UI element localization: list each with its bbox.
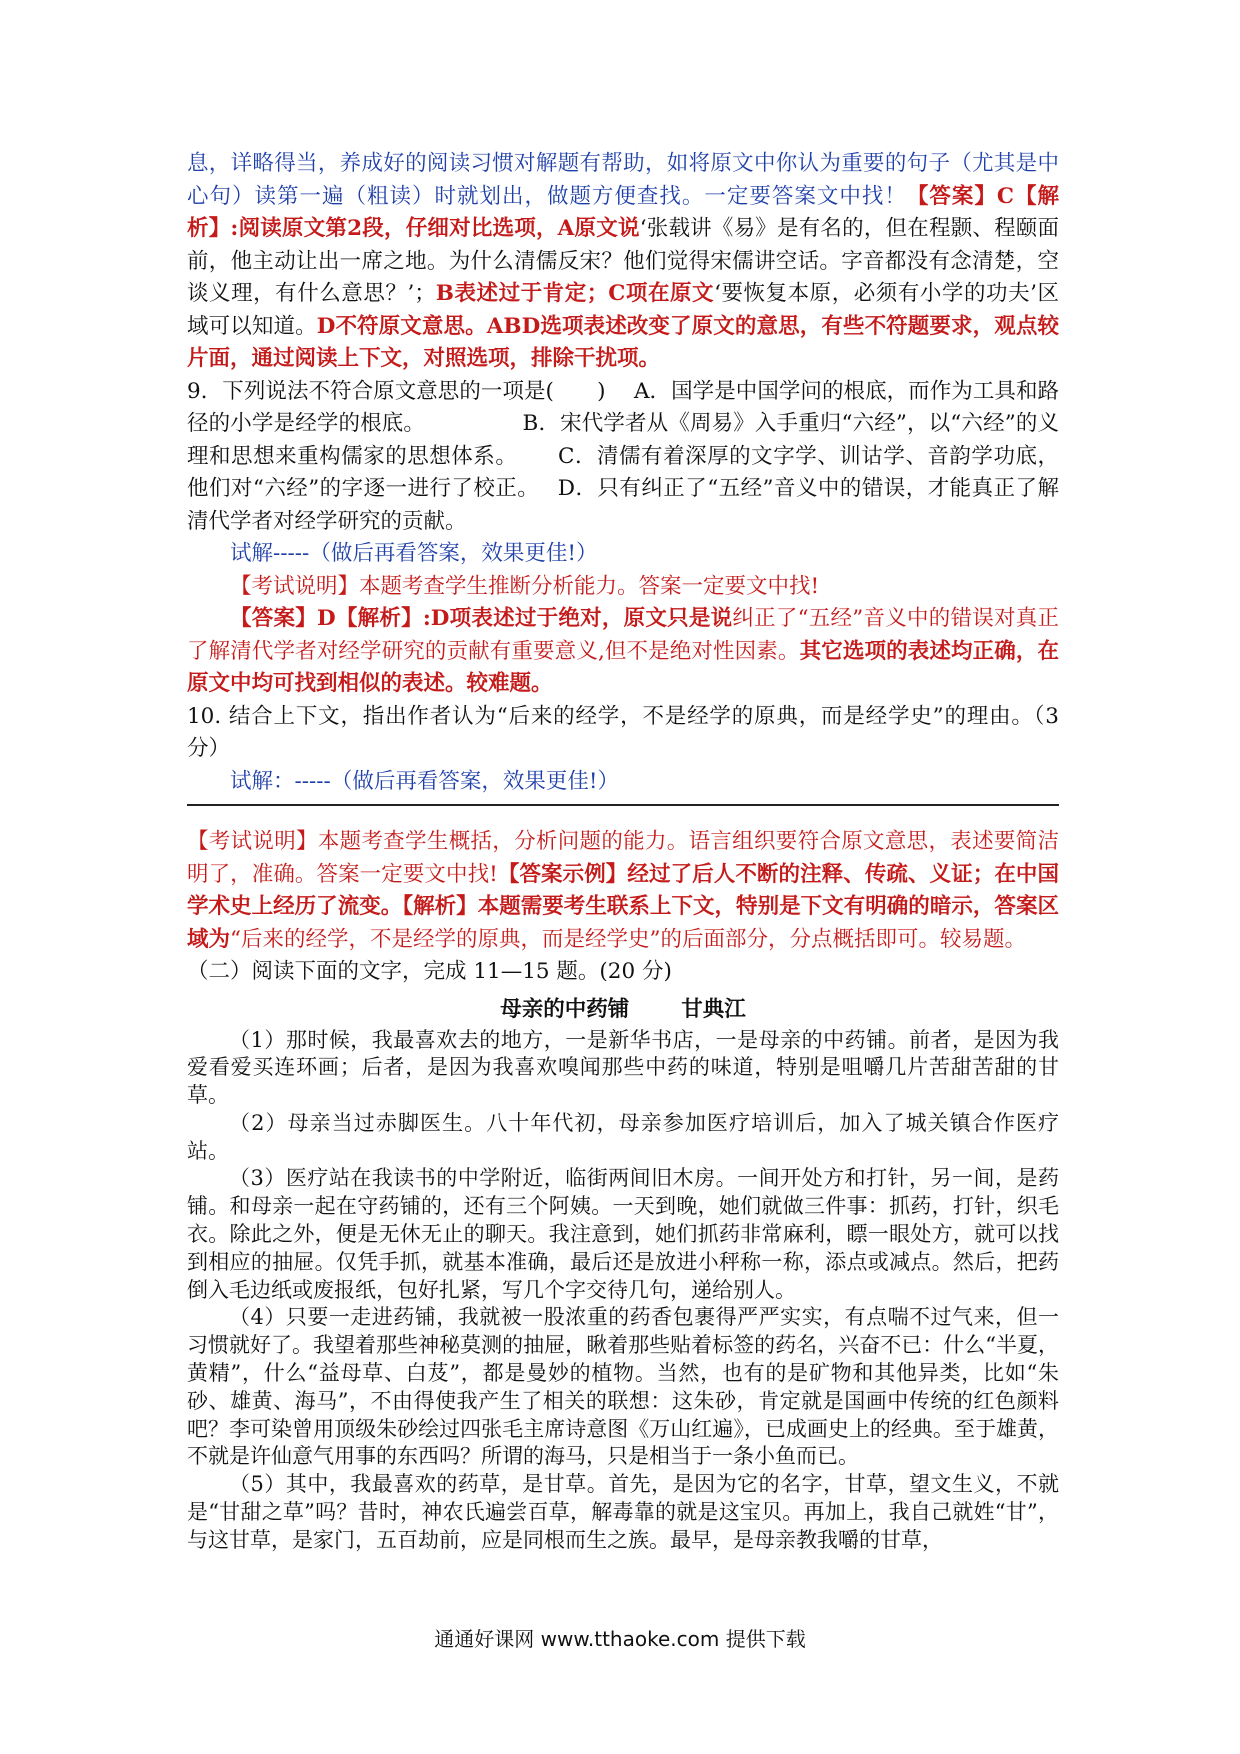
analysis-text: B表述过于肯定；C项在原文 (435, 281, 715, 306)
analysis-text: 其它选项的表述均正确，在原文中均可找到相似的表述。较难题。 (187, 638, 1059, 696)
try-prompt-q9: 试解-----（做后再看答案，效果更佳!） (230, 541, 598, 566)
sample-answer-text: 经过了后人不断的注释、传疏、义证；在中国学术史上经历了流变。 (187, 861, 1059, 919)
analysis-text: 纠正了“五经”音义中的错误对真正了解清代学者对经学研究的贡献有重要意义,但不是绝对性因素。 (187, 606, 1059, 664)
divider (187, 804, 1059, 806)
section-heading: （二）阅读下面的文字，完成 11—15 题。(20 分) (187, 959, 672, 984)
essay-paragraph: （1）那时候，我最喜欢去的地方，一是新华书店，一是母亲的中药铺。前者，是因为我爱看爱买连环画；后者，是因为我喜欢嗅闻那些中药的味道，特别是咀嚼几片苦甜苦甜的甘草。 (187, 1027, 1059, 1108)
page-footer: 通通好课网 www.tthaoke.com 提供下载 (434, 1627, 806, 1651)
answer-block-q9 (187, 603, 1059, 701)
analysis-text: 本题需要考生联系上下文，特别是下文有明确的暗示，答案区域为 (187, 894, 1059, 952)
exam-note-q9: 【考试说明】本题考查学生推断分析能力。答案一定要文中找! (230, 573, 820, 599)
sample-answer-tag: 【答案示例】 (497, 861, 628, 887)
analysis-text: “后来的经学，不是经学的原典，而是经学史”的后面部分，分点概括即可。较易题。 (230, 926, 1027, 952)
analysis-text: 阅读原文第2段，仔细对比选项，A原文说 (238, 216, 640, 241)
essay-paragraph: （4）只要一走进药铺，我就被一股浓重的药香包裹得严严实实，有点喘不过气来，但一习惯就好了。我望着那些神秘莫测的抽屉，瞅着那些贴着标签的药名，兴奋不已：什么“半夏，黄精”，什么“益母草、白芨”，都是曼妙的植物。当然，也有的是矿物和其他异类，比如“朱砂、雄黄、海马”，不由得使我产生了相关的联想：这朱砂，肯定就是国画中传统的红色颜料吧？李可染曾用顶级朱砂绘过四张毛主席诗意图《万山红遍》，已成画史上的经典。至于雄黄，不就是许仙意气用事的东西吗？所谓的海马，只是相当于一条小鱼而已。 (187, 1305, 1059, 1469)
document-page (187, 148, 1059, 1555)
essay-author: 甘典江 (681, 996, 746, 1022)
analysis-text: D项表述过于绝对，原文只是说 (430, 606, 733, 631)
answer-tag: 【答案】D【解析】: (230, 606, 431, 631)
essay-title: 母亲的中药铺 (500, 996, 630, 1022)
reading-tip-text: 息，详略得当，养成好的阅读习惯对解题有帮助，如将原文中你认为重要的句子（尤其是中心句）读第一遍（粗读）时就划出，做题方便查找。一定要答案文中找！ (187, 151, 1059, 209)
essay-title-line (187, 993, 1059, 1027)
answer-block-q10 (187, 826, 1059, 956)
essay-paragraph: （3）医疗站在我读书的中学附近，临街两间旧木房。一间开处方和打针，另一间，是药铺。和母亲一起在守药铺的，还有三个阿姨。一天到晚，她们就做三件事：抓药，打针，织毛衣。除此之外，便是无休无止的聊天。我注意到，她们抓药非常麻利，瞟一眼处方，就可以找到相应的抽屉。仅凭手抓，就基本准确，最后还是放进小秤称一称，添点或减点。然后，把药倒入毛边纸或废报纸，包好扎紧，写几个字交待几句，递给别人。 (187, 1166, 1059, 1302)
analysis-text: D不符原文意思。ABD选项表述改变了原文的意思，有些不符题要求，观点较片面，通过阅读上下文，对照选项，排除干扰项。 (187, 313, 1059, 371)
exam-note-q10: 【考试说明】本题考查学生概括，分析问题的能力。语言组织要符合原文意思，表述要简洁明了，准确。答案一定要文中找! (187, 829, 1059, 887)
essay-paragraph: （2）母亲当过赤脚医生。八十年代初，母亲参加医疗培训后，加入了城关镇合作医疗站。 (187, 1110, 1059, 1163)
question-9: 9．下列说法不符合原文意思的一项是( ) A．国学是中国学问的根底，而作为工具和路径的小学是经学的根底。 B．宋代学者从《周易》入手重归“六经”，以“六经”的义理和思想来重构儒家的思想体系。 C．清儒有着深厚的文字学、训诂学、音韵学功底，他们对“六经”的字逐一进行了校正。 D．只有纠正了“五经”音义中的错误，才能真正了解清代学者对经学研究的贡献。 (187, 378, 1059, 534)
try-prompt-q10: 试解：-----（做后再看答案，效果更佳!） (230, 768, 619, 794)
quoted-text: ‘张载讲《易》是有名的，但在程颢、程颐面前，他主动让出一席之地。为什么清儒反宋？他们觉得宋儒讲空话。字音都没有念清楚，空谈义理，有什么意思？’； (187, 216, 1059, 306)
essay-paragraph: （5）其中，我最喜欢的药草，是甘草。首先，是因为它的名字，甘草，望文生义，不就是“甘甜之草”吗？昔时，神农氏遍尝百草，解毒靠的就是这宝贝。再加上，我自己就姓“甘”，与这甘草，是家门，五百劫前，应是同根而生之族。最早，是母亲教我嚼的甘草， (187, 1472, 1059, 1552)
essay-body (187, 1027, 1059, 1555)
quoted-text: ‘要恢复本原，必须有小学的功夫’区域可以知道。 (187, 281, 1059, 339)
analysis-tag: 【解析】 (402, 894, 478, 919)
answer-block-q8 (187, 148, 1059, 376)
answer-tag: 【答案】C【解析】: (187, 183, 1059, 241)
question-10: 10. 结合上下文，指出作者认为“后来的经学，不是经学的原典，而是经学史”的理由。（3分） (187, 703, 1059, 761)
